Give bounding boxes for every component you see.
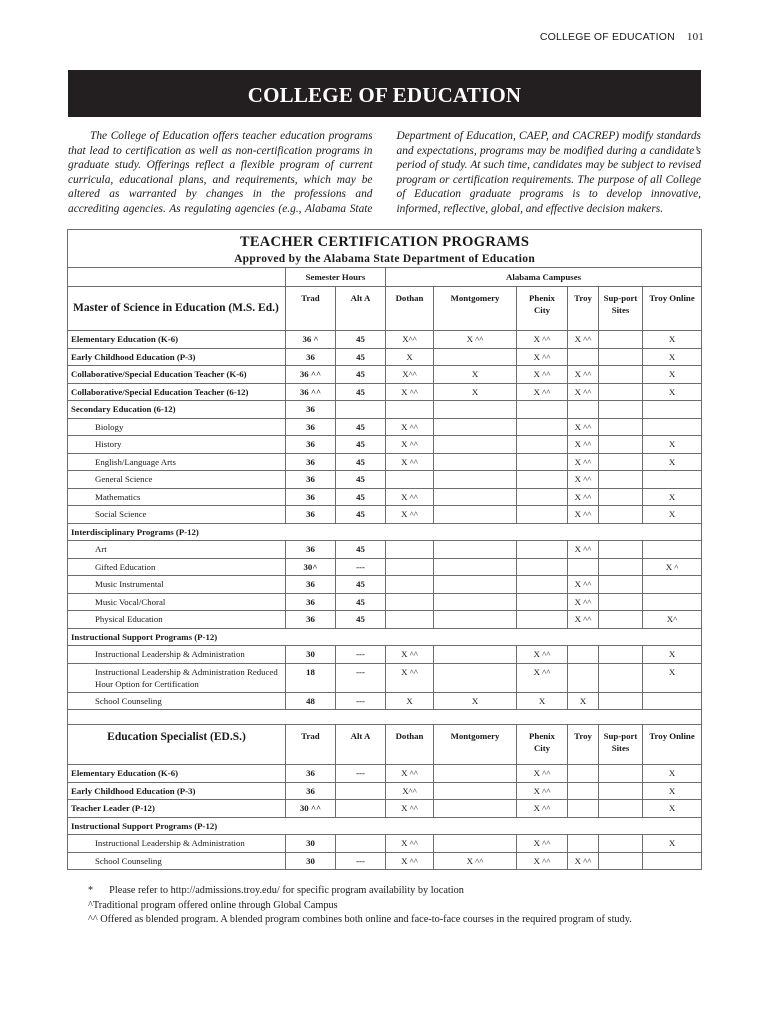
table-cell (568, 401, 599, 419)
table-cell: 36 (286, 576, 336, 594)
table-row (68, 488, 702, 506)
footnote-star (88, 884, 632, 899)
table-cell (643, 576, 702, 594)
table-cell: X ^^ (386, 418, 434, 436)
table-cell: X ^^ (568, 436, 599, 454)
table-cell: 36 (286, 765, 336, 783)
table-row (68, 418, 702, 436)
table-cell: X ^^ (386, 663, 434, 692)
table-cell: X ^^ (517, 348, 568, 366)
table-cell (599, 558, 643, 576)
table-row (68, 436, 702, 454)
table-cell: X ^^ (517, 782, 568, 800)
table-cell (643, 541, 702, 559)
table-cell: 45 (336, 366, 386, 384)
program-name: Instructional Leadership & Administration (68, 646, 286, 664)
table-cell (434, 558, 517, 576)
table-row (68, 800, 702, 818)
program-name: English/Language Arts (68, 453, 286, 471)
ms-degree-heading: Master of Science in Education (M.S. Ed.) (68, 287, 286, 331)
col-header-alt-a: Alt A (336, 287, 386, 331)
table-cell: 45 (336, 576, 386, 594)
table-title: TEACHER CERTIFICATION PROGRAMS (68, 230, 702, 252)
table-cell (599, 663, 643, 692)
program-name: Music Vocal/Choral (68, 593, 286, 611)
table-cell: 45 (336, 611, 386, 629)
program-name: Physical Education (68, 611, 286, 629)
table-row (68, 852, 702, 870)
table-cell (599, 576, 643, 594)
table-cell (434, 593, 517, 611)
table-cell (599, 418, 643, 436)
table-cell (434, 611, 517, 629)
program-name: Social Science (68, 506, 286, 524)
table-cell (568, 782, 599, 800)
table-cell: X (643, 453, 702, 471)
table-cell: X (643, 436, 702, 454)
table-cell (599, 401, 643, 419)
table-row (68, 611, 702, 629)
col-header-support-sites: Sup-port Sites (599, 725, 643, 765)
col-header-montgomery: Montgomery (434, 725, 517, 765)
program-name: School Counseling (68, 852, 286, 870)
table-cell (517, 506, 568, 524)
table-cell (434, 800, 517, 818)
footnote-star-text: Please refer to http://admissions.troy.edu/ for specific program availability by location (109, 885, 464, 896)
table-cell: X (643, 506, 702, 524)
table-cell (599, 541, 643, 559)
intro-paragraph (68, 129, 701, 216)
table-cell: 30 (286, 646, 336, 664)
table-cell: X (643, 348, 702, 366)
table-cell (599, 765, 643, 783)
table-cell: X (643, 663, 702, 692)
table-cell (643, 692, 702, 710)
table-cell: X ^^ (386, 765, 434, 783)
table-cell: 45 (336, 541, 386, 559)
col-header-alt-a: Alt A (336, 725, 386, 765)
table-cell: X ^^ (386, 800, 434, 818)
table-cell (517, 471, 568, 489)
footnotes (88, 884, 632, 928)
table-cell (517, 558, 568, 576)
table-cell: X ^^ (517, 646, 568, 664)
table-cell: X ^^ (517, 331, 568, 349)
table-cell: 36 (286, 453, 336, 471)
program-name: Early Childhood Education (P-3) (68, 348, 286, 366)
table-cell: 30^ (286, 558, 336, 576)
table-cell: X^^ (386, 331, 434, 349)
table-cell: X (386, 692, 434, 710)
table-cell (643, 593, 702, 611)
program-name: Secondary Education (6-12) (68, 401, 286, 419)
table-cell (599, 611, 643, 629)
table-cell: 30 (286, 835, 336, 853)
table-cell: --- (336, 663, 386, 692)
table-cell (517, 436, 568, 454)
table-cell: 36 (286, 471, 336, 489)
table-cell (434, 471, 517, 489)
table-cell: X (643, 488, 702, 506)
table-row (68, 541, 702, 559)
table-row (68, 663, 702, 692)
table-cell (434, 646, 517, 664)
table-cell: X^^ (386, 782, 434, 800)
col-header-support-sites: Sup-port Sites (599, 287, 643, 331)
program-name: Art (68, 541, 286, 559)
table-cell (599, 366, 643, 384)
table-cell: 36 (286, 611, 336, 629)
program-name: Early Childhood Education (P-3) (68, 782, 286, 800)
col-header-trad: Trad (286, 287, 336, 331)
table-cell (434, 348, 517, 366)
table-cell: 36 ^^ (286, 383, 336, 401)
table-cell (434, 401, 517, 419)
eds-degree-heading: Education Specialist (ED.S.) (68, 725, 286, 765)
table-cell: X ^^ (517, 663, 568, 692)
table-cell (568, 663, 599, 692)
table-cell (336, 800, 386, 818)
table-cell: 45 (336, 436, 386, 454)
table-cell: 30 (286, 852, 336, 870)
table-cell: X (643, 765, 702, 783)
table-cell (386, 611, 434, 629)
table-cell (336, 401, 386, 419)
table-cell: X ^^ (568, 611, 599, 629)
table-cell (434, 418, 517, 436)
table-row (68, 366, 702, 384)
program-name: Elementary Education (K-6) (68, 331, 286, 349)
table-cell (599, 782, 643, 800)
table-cell: X ^^ (517, 765, 568, 783)
table-row (68, 817, 702, 835)
footnote-double-caret: ^^ Offered as blended program. A blended program combines both online and face-to-face courses in the required program of study. (88, 914, 632, 925)
table-cell (434, 663, 517, 692)
table-cell: 36 (286, 541, 336, 559)
table-cell: X ^^ (568, 331, 599, 349)
table-cell: X ^^ (517, 366, 568, 384)
intro-text: The College of Education offers teacher education programs that lead to certification as well as non-certification programs in graduate study. Offerings reflect a flexible program of current curricula, educational plans, and requirements, which may be altered as warranted by changes in the professions and accrediting agencies. As regulating agencies (e.g., Alabama State Department of Education, CAEP, and CACREP) modify standards and expectations, programs may be modified during a candidate’s period of study. At such time, candidates may be subject to revised program or certification requirements. The purpose of all College of Education graduate programs is to develop innovative, informed, reflective, global, and effective decision makers. (68, 130, 701, 215)
table-cell: 45 (336, 593, 386, 611)
table-cell: X ^^ (568, 453, 599, 471)
table-cell (599, 471, 643, 489)
table-cell: X ^^ (517, 800, 568, 818)
table-cell: X ^^ (386, 646, 434, 664)
table-row (68, 782, 702, 800)
table-cell (568, 835, 599, 853)
table-cell: 36 (286, 348, 336, 366)
table-row (68, 835, 702, 853)
table-cell: 36 ^ (286, 331, 336, 349)
table-cell (517, 488, 568, 506)
table-cell: X^ (643, 611, 702, 629)
table-cell: X ^^ (434, 331, 517, 349)
group-header-semester-hours: Semester Hours (286, 268, 386, 287)
table-cell: X ^ (643, 558, 702, 576)
table-cell: 45 (336, 331, 386, 349)
table-cell: X ^^ (568, 383, 599, 401)
program-name: Mathematics (68, 488, 286, 506)
program-name: Elementary Education (K-6) (68, 765, 286, 783)
table-cell: --- (336, 765, 386, 783)
section-banner: COLLEGE OF EDUCATION (68, 70, 701, 117)
table-row (68, 628, 702, 646)
col-header-phenix-city: Phenix City (517, 287, 568, 331)
col-header-troy-online: Troy Online (643, 287, 702, 331)
table-cell: 48 (286, 692, 336, 710)
program-group-heading: Instructional Support Programs (P-12) (68, 817, 702, 835)
table-row (68, 401, 702, 419)
col-header-dothan: Dothan (386, 287, 434, 331)
table-cell (599, 488, 643, 506)
table-cell (599, 593, 643, 611)
section-spacer (68, 710, 702, 725)
table-row (68, 593, 702, 611)
program-name: Gifted Education (68, 558, 286, 576)
table-cell: X ^^ (568, 576, 599, 594)
table-cell (643, 471, 702, 489)
table-cell (599, 453, 643, 471)
table-cell: 45 (336, 471, 386, 489)
table-cell: X ^^ (568, 541, 599, 559)
table-row (68, 348, 702, 366)
table-body (68, 230, 702, 870)
table-cell: --- (336, 558, 386, 576)
col-header-phenix-city: Phenix City (517, 725, 568, 765)
table-cell: X ^^ (386, 436, 434, 454)
table-cell (434, 541, 517, 559)
table-cell: X ^^ (434, 852, 517, 870)
table-cell: X ^^ (568, 506, 599, 524)
table-cell (517, 401, 568, 419)
table-row (68, 692, 702, 710)
table-cell (599, 331, 643, 349)
table-cell (517, 418, 568, 436)
table-cell: X ^^ (517, 383, 568, 401)
table-cell: 36 (286, 488, 336, 506)
table-row (68, 383, 702, 401)
table-cell (434, 506, 517, 524)
table-cell: 36 (286, 593, 336, 611)
table-cell: X ^^ (517, 852, 568, 870)
table-cell (517, 593, 568, 611)
table-cell: --- (336, 646, 386, 664)
program-name: General Science (68, 471, 286, 489)
col-header-troy: Troy (568, 725, 599, 765)
table-cell (386, 541, 434, 559)
table-cell (434, 765, 517, 783)
col-header-troy-online: Troy Online (643, 725, 702, 765)
table-cell: X (643, 331, 702, 349)
table-cell: X ^^ (386, 506, 434, 524)
table-cell: 45 (336, 488, 386, 506)
table-subtitle: Approved by the Alabama State Department of Education (68, 251, 702, 268)
table-cell: 45 (336, 418, 386, 436)
table-cell: 36 (286, 401, 336, 419)
table-cell: X ^^ (568, 852, 599, 870)
program-name: School Counseling (68, 692, 286, 710)
program-name: Teacher Leader (P-12) (68, 800, 286, 818)
table-cell: X ^^ (386, 453, 434, 471)
table-cell: X ^^ (568, 488, 599, 506)
table-cell: X (643, 366, 702, 384)
table-cell: X ^^ (568, 471, 599, 489)
group-header-alabama-campuses: Alabama Campuses (386, 268, 702, 287)
table-cell: X ^^ (568, 366, 599, 384)
table-cell (599, 692, 643, 710)
table-cell: X ^^ (386, 383, 434, 401)
program-name: Collaborative/Special Education Teacher (K-6) (68, 366, 286, 384)
table-cell (599, 800, 643, 818)
certification-table (67, 229, 702, 870)
col-header-dothan: Dothan (386, 725, 434, 765)
group-header-blank (68, 268, 286, 287)
table-cell: X ^^ (386, 488, 434, 506)
col-header-trad: Trad (286, 725, 336, 765)
table-cell: 45 (336, 348, 386, 366)
table-cell: X (643, 383, 702, 401)
table-row (68, 453, 702, 471)
table-cell: X^^ (386, 366, 434, 384)
table-cell (386, 558, 434, 576)
table-cell: 36 (286, 418, 336, 436)
table-cell: 30 ^^ (286, 800, 336, 818)
table-cell: X (434, 692, 517, 710)
table-cell (434, 436, 517, 454)
table-cell: X (517, 692, 568, 710)
table-cell (386, 576, 434, 594)
table-cell: 45 (336, 383, 386, 401)
table-cell (434, 453, 517, 471)
table-cell: 18 (286, 663, 336, 692)
table-cell: X (434, 366, 517, 384)
program-name: Biology (68, 418, 286, 436)
table-cell: X (643, 835, 702, 853)
table-cell: 45 (336, 506, 386, 524)
table-cell (643, 852, 702, 870)
table-cell (599, 348, 643, 366)
table-cell: X ^^ (568, 593, 599, 611)
table-cell (336, 835, 386, 853)
table-row (68, 471, 702, 489)
table-row (68, 558, 702, 576)
table-cell: 36 (286, 782, 336, 800)
table-cell: 36 (286, 506, 336, 524)
table-row (68, 331, 702, 349)
table-row (68, 765, 702, 783)
table-cell (568, 800, 599, 818)
table-cell (568, 646, 599, 664)
table-cell (599, 835, 643, 853)
table-cell (434, 835, 517, 853)
table-cell (386, 471, 434, 489)
table-cell (599, 646, 643, 664)
program-name: Music Instrumental (68, 576, 286, 594)
table-cell (599, 506, 643, 524)
program-name: Collaborative/Special Education Teacher (6-12) (68, 383, 286, 401)
table-cell (568, 558, 599, 576)
page-number: 101 (686, 31, 704, 43)
table-cell: X ^^ (386, 835, 434, 853)
table-cell (568, 765, 599, 783)
footnote-caret: ^Traditional program offered online through Global Campus (88, 899, 338, 911)
table-cell: --- (336, 692, 386, 710)
table-row (68, 646, 702, 664)
table-cell: X ^^ (517, 835, 568, 853)
table-row (68, 523, 702, 541)
table-cell (517, 611, 568, 629)
running-header (540, 31, 704, 43)
table-cell (599, 436, 643, 454)
table-cell (517, 541, 568, 559)
table-cell (599, 383, 643, 401)
program-name: History (68, 436, 286, 454)
table-cell (643, 418, 702, 436)
col-header-montgomery: Montgomery (434, 287, 517, 331)
certification-table-wrapper (67, 229, 701, 870)
table-cell (434, 576, 517, 594)
table-cell: X (386, 348, 434, 366)
table-cell: X (568, 692, 599, 710)
program-group-heading: Interdisciplinary Programs (P-12) (68, 523, 702, 541)
table-cell (434, 488, 517, 506)
table-cell (517, 453, 568, 471)
table-cell: X (643, 646, 702, 664)
footnote-star-mark: * (88, 885, 94, 896)
program-name: Instructional Leadership & Administration Reduced Hour Option for Certification (68, 663, 286, 692)
table-cell (643, 401, 702, 419)
program-name: Instructional Leadership & Administration (68, 835, 286, 853)
table-cell (386, 593, 434, 611)
table-cell: 36 (286, 436, 336, 454)
table-cell (599, 852, 643, 870)
table-cell (568, 348, 599, 366)
table-cell: X ^^ (568, 418, 599, 436)
table-row (68, 576, 702, 594)
program-group-heading: Instructional Support Programs (P-12) (68, 628, 702, 646)
running-header-section: COLLEGE OF EDUCATION (539, 31, 675, 43)
table-cell: 36 ^^ (286, 366, 336, 384)
table-cell: X ^^ (386, 852, 434, 870)
table-cell (434, 782, 517, 800)
col-header-troy: Troy (568, 287, 599, 331)
table-row (68, 506, 702, 524)
table-cell: --- (336, 852, 386, 870)
table-cell (386, 401, 434, 419)
table-cell: X (643, 800, 702, 818)
table-cell (517, 576, 568, 594)
table-cell: X (434, 383, 517, 401)
table-cell: X (643, 782, 702, 800)
table-cell (336, 782, 386, 800)
table-cell: 45 (336, 453, 386, 471)
